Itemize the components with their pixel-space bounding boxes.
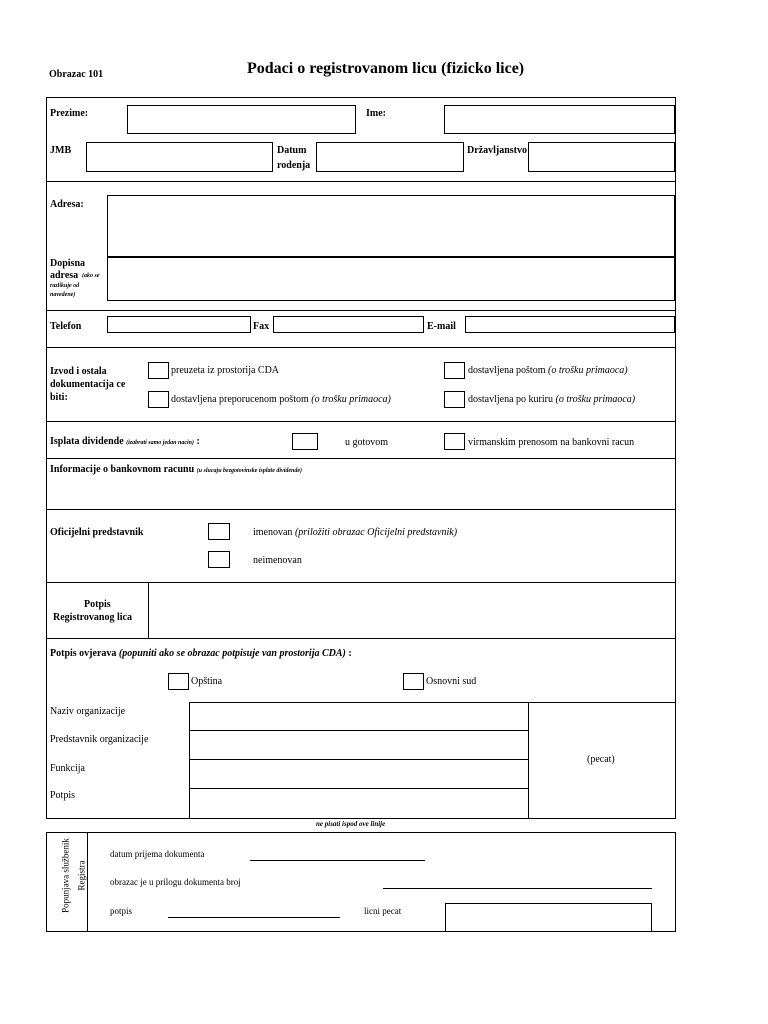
representative-label: Oficijelni predstavnik [50, 527, 144, 538]
fax-label: Fax [253, 321, 270, 332]
citizenship-field[interactable] [528, 142, 675, 172]
dividends-label: Isplata dividende [50, 436, 124, 447]
email-label: E-mail [427, 321, 456, 332]
post-delivery-note: (o trošku primaoca) [548, 365, 628, 376]
birth-date-label-1: Datum [277, 145, 307, 156]
court-checkbox[interactable] [403, 673, 424, 690]
org-name-label: Naziv organizacije [50, 706, 126, 717]
bank-info-note: (u slucaju bezgotovinske isplate dividende) [196, 468, 303, 474]
phone-label: Telefon [50, 321, 82, 332]
registry-side-label [48, 834, 86, 930]
court-label: Osnovni sud [426, 676, 477, 687]
registered-mail-note: (o trošku primaoca) [311, 394, 391, 405]
divider [46, 310, 676, 311]
fax-field[interactable] [273, 316, 424, 333]
divider [46, 509, 676, 510]
address-label: Adresa: [50, 199, 84, 210]
birth-date-label-2: rodenja [277, 160, 311, 171]
mail-address-note-3: navedene) [50, 292, 76, 298]
courier-label: dostavljena po kuriru [468, 394, 553, 405]
dividends-row [50, 435, 200, 448]
appointed-note: (priložiti obrazac Oficijelni predstavnik) [294, 527, 458, 538]
bank-info-field[interactable] [48, 476, 674, 506]
personal-stamp-field[interactable] [445, 903, 652, 932]
divider [46, 181, 676, 182]
org-name-field[interactable] [189, 702, 529, 731]
bank-transfer-label: virmanskim prenosom na bankovni racun [468, 437, 635, 448]
form-number: Obrazac 101 [49, 69, 104, 80]
registry-sign-label: potpis [110, 906, 133, 916]
surname-label: Prezime: [50, 108, 89, 119]
name-field[interactable] [444, 105, 675, 134]
divider [46, 421, 676, 422]
attachment-line[interactable] [383, 888, 652, 889]
org-rep-label: Predstavnik organizacije [50, 734, 149, 745]
verification-colon: : [348, 648, 352, 659]
not-appointed-label: neimenovan [253, 555, 302, 566]
verification-row [50, 647, 352, 660]
mail-address-note-1: (ako se [82, 273, 100, 279]
name-label: Ime: [366, 108, 386, 119]
courier-option [468, 393, 635, 406]
bank-info-label: Informacije o bankovnom racunu [50, 464, 195, 475]
signature-label-1: Potpis [84, 599, 111, 610]
divider [46, 638, 676, 639]
registered-mail-option [171, 393, 391, 406]
mail-address-note-2: razlikuje od [50, 283, 80, 289]
registered-mail-label: dostavljena preporucenom poštom [171, 394, 309, 405]
cash-label: u gotovom [345, 437, 389, 448]
courier-note: (o trošku primaoca) [555, 394, 636, 405]
function-field[interactable] [189, 759, 529, 789]
cda-pickup-checkbox[interactable] [148, 362, 169, 379]
attachment-label: obrazac je u prilogu dokumenta broj [110, 877, 241, 887]
appointed-label: imenovan [253, 527, 293, 538]
received-date-line[interactable] [250, 860, 425, 861]
stamp-label: (pecat) [587, 754, 615, 765]
signature-field[interactable] [150, 584, 674, 636]
not-appointed-checkbox[interactable] [208, 551, 230, 568]
verification-signature-label: Potpis [50, 790, 76, 801]
divider-note: ne pisati ispod ove linije [316, 820, 386, 828]
jmb-label: JMB [50, 145, 72, 156]
jmb-field[interactable] [86, 142, 273, 172]
citizenship-label: Državljanstvo [467, 145, 527, 156]
signature-label-2: Registrovanog lica [53, 612, 132, 623]
surname-field[interactable] [127, 105, 356, 134]
function-label: Funkcija [50, 763, 85, 774]
documentation-label-2: dokumentacija ce [50, 379, 126, 390]
email-field[interactable] [465, 316, 675, 333]
documentation-label-1: Izvod i ostala [50, 366, 107, 377]
org-rep-field[interactable] [189, 730, 529, 760]
divider [46, 458, 676, 459]
mail-address-label-1: Dopisna [50, 258, 86, 269]
divider [46, 347, 676, 348]
courier-checkbox[interactable] [444, 391, 465, 408]
dividends-note: (izabrati samo jedan nacin) [126, 440, 194, 446]
page-title: Podaci o registrovanom licu (fizicko lice) [247, 60, 525, 77]
received-date-label: datum prijema dokumenta [110, 849, 205, 859]
verification-label: Potpis ovjerava [50, 648, 117, 659]
divider [46, 582, 676, 583]
post-delivery-option [468, 364, 628, 377]
appointed-option [253, 526, 457, 539]
birth-date-field[interactable] [316, 142, 464, 172]
address-field[interactable] [107, 195, 675, 257]
municipality-label: Opština [191, 676, 223, 687]
cda-pickup-label: preuzeta iz prostorija CDA [171, 365, 280, 376]
registry-side-label-1: Popunjava službenik [60, 838, 71, 913]
municipality-checkbox[interactable] [168, 673, 189, 690]
verification-note: (popuniti ako se obrazac potpisuje van prostorija CDA) [118, 648, 346, 659]
cash-checkbox[interactable] [292, 433, 318, 450]
divider [148, 582, 149, 638]
post-delivery-checkbox[interactable] [444, 362, 465, 379]
mail-address-label-2: adresa [50, 270, 79, 281]
documentation-label-3: biti: [50, 392, 68, 403]
verification-signature-field[interactable] [189, 788, 529, 819]
dividends-colon: : [196, 436, 200, 447]
personal-stamp-label: licni pecat [364, 906, 402, 916]
post-delivery-label: dostavljena poštom [468, 365, 546, 376]
registry-sign-line[interactable] [168, 917, 340, 918]
mail-address-field[interactable] [107, 257, 675, 301]
registry-side-label-2: Registra [76, 860, 87, 891]
bank-transfer-checkbox[interactable] [444, 433, 465, 450]
appointed-checkbox[interactable] [208, 523, 230, 540]
registered-mail-checkbox[interactable] [148, 391, 169, 408]
phone-field[interactable] [107, 316, 251, 333]
bank-info-row [50, 463, 302, 476]
